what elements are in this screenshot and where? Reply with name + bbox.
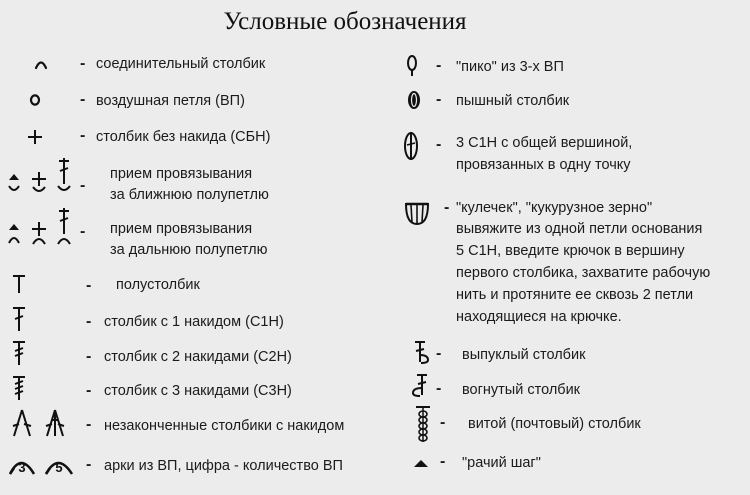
- legend-label: полустолбик: [116, 277, 200, 293]
- front-post-icon: [412, 339, 434, 365]
- legend-label: "рачий шаг": [462, 455, 541, 471]
- legend-label: столбик с 1 накидом (С1Н): [104, 314, 284, 330]
- legend-dash: -: [80, 91, 86, 108]
- page-title: Условные обозначения: [223, 8, 467, 35]
- legend-label: 5 С1Н, введите крючок в вершину: [456, 243, 685, 259]
- legend-label: находящиеся на крючке.: [456, 309, 622, 325]
- chain-stitch-icon: [28, 93, 42, 107]
- legend-label: соединительный столбик: [96, 56, 266, 72]
- arch-number: 3: [18, 460, 26, 475]
- legend-dash: -: [86, 313, 92, 330]
- puff-stitch-icon: [406, 89, 422, 111]
- legend-label: выпуклый столбик: [462, 347, 586, 363]
- legend-label: "пико" из 3-х ВП: [456, 59, 564, 75]
- half-double-crochet-icon: [12, 274, 26, 294]
- chain-arch-icon: [8, 452, 82, 476]
- legend-dash: -: [86, 456, 92, 473]
- front-loop-icon: [6, 156, 72, 194]
- legend-dash: -: [86, 382, 92, 399]
- legend-label: пышный столбик: [456, 93, 570, 109]
- legend-label: арки из ВП, цифра - количество ВП: [104, 458, 343, 474]
- slip-stitch-icon: [34, 58, 48, 70]
- legend-label: столбик с 3 накидами (С3Н): [104, 383, 292, 399]
- legend-label: первого столбика, захватите рабочую: [456, 265, 711, 281]
- legend-dash: -: [440, 453, 446, 470]
- legend-dash: -: [444, 199, 450, 216]
- legend-dash: -: [80, 223, 86, 240]
- legend-label: прием провязывания: [110, 221, 253, 237]
- bobble-icon: [404, 200, 430, 226]
- legend-dash: -: [436, 91, 442, 108]
- legend-dash: -: [440, 414, 446, 431]
- crab-stitch-icon: [413, 458, 429, 468]
- legend-label: "кулечек", "кукурузное зерно": [456, 200, 653, 216]
- legend-label: воздушная петля (ВП): [96, 93, 245, 109]
- legend-label: столбик без накида (СБН): [96, 129, 271, 145]
- back-post-icon: [408, 372, 430, 398]
- legend-label: столбик с 2 накидами (С2Н): [104, 349, 292, 365]
- legend-label: вогнутый столбик: [462, 382, 581, 398]
- legend-label: незаконченные столбики с накидом: [104, 418, 345, 434]
- legend-label: за ближнюю полупетлю: [110, 187, 269, 203]
- legend-dash: -: [80, 177, 86, 194]
- legend-dash: -: [80, 127, 86, 144]
- bullion-stitch-icon: [413, 404, 433, 444]
- legend-dash: -: [436, 345, 442, 362]
- legend-label: прием провязывания: [110, 166, 253, 182]
- legend-label: за дальнюю полупетлю: [110, 242, 268, 258]
- legend-dash: -: [436, 380, 442, 397]
- picot-icon: [405, 54, 419, 78]
- back-loop-icon: [6, 206, 72, 246]
- legend-dash: -: [436, 57, 442, 74]
- unfinished-stitches-icon: [10, 408, 72, 438]
- legend-dash: -: [86, 277, 92, 294]
- legend-dash: -: [86, 348, 92, 365]
- legend-dash: -: [436, 136, 442, 153]
- legend-label: вывяжите из одной петли основания: [456, 221, 703, 237]
- legend-dash: -: [80, 55, 86, 72]
- single-crochet-icon: [27, 129, 43, 145]
- cluster-icon: [402, 129, 420, 163]
- legend-label: 3 С1Н с общей вершиной,: [456, 135, 633, 151]
- double-crochet-icon: [12, 306, 26, 332]
- legend-label: витой (почтовый) столбик: [468, 416, 641, 432]
- legend-label: нить и протяните ее сквозь 2 петли: [456, 287, 694, 303]
- treble-crochet-icon: [12, 340, 26, 366]
- arch-number: 5: [55, 460, 63, 475]
- legend-label: провязанных в одну точку: [456, 157, 631, 173]
- double-treble-crochet-icon: [12, 375, 26, 401]
- legend-dash: -: [86, 416, 92, 433]
